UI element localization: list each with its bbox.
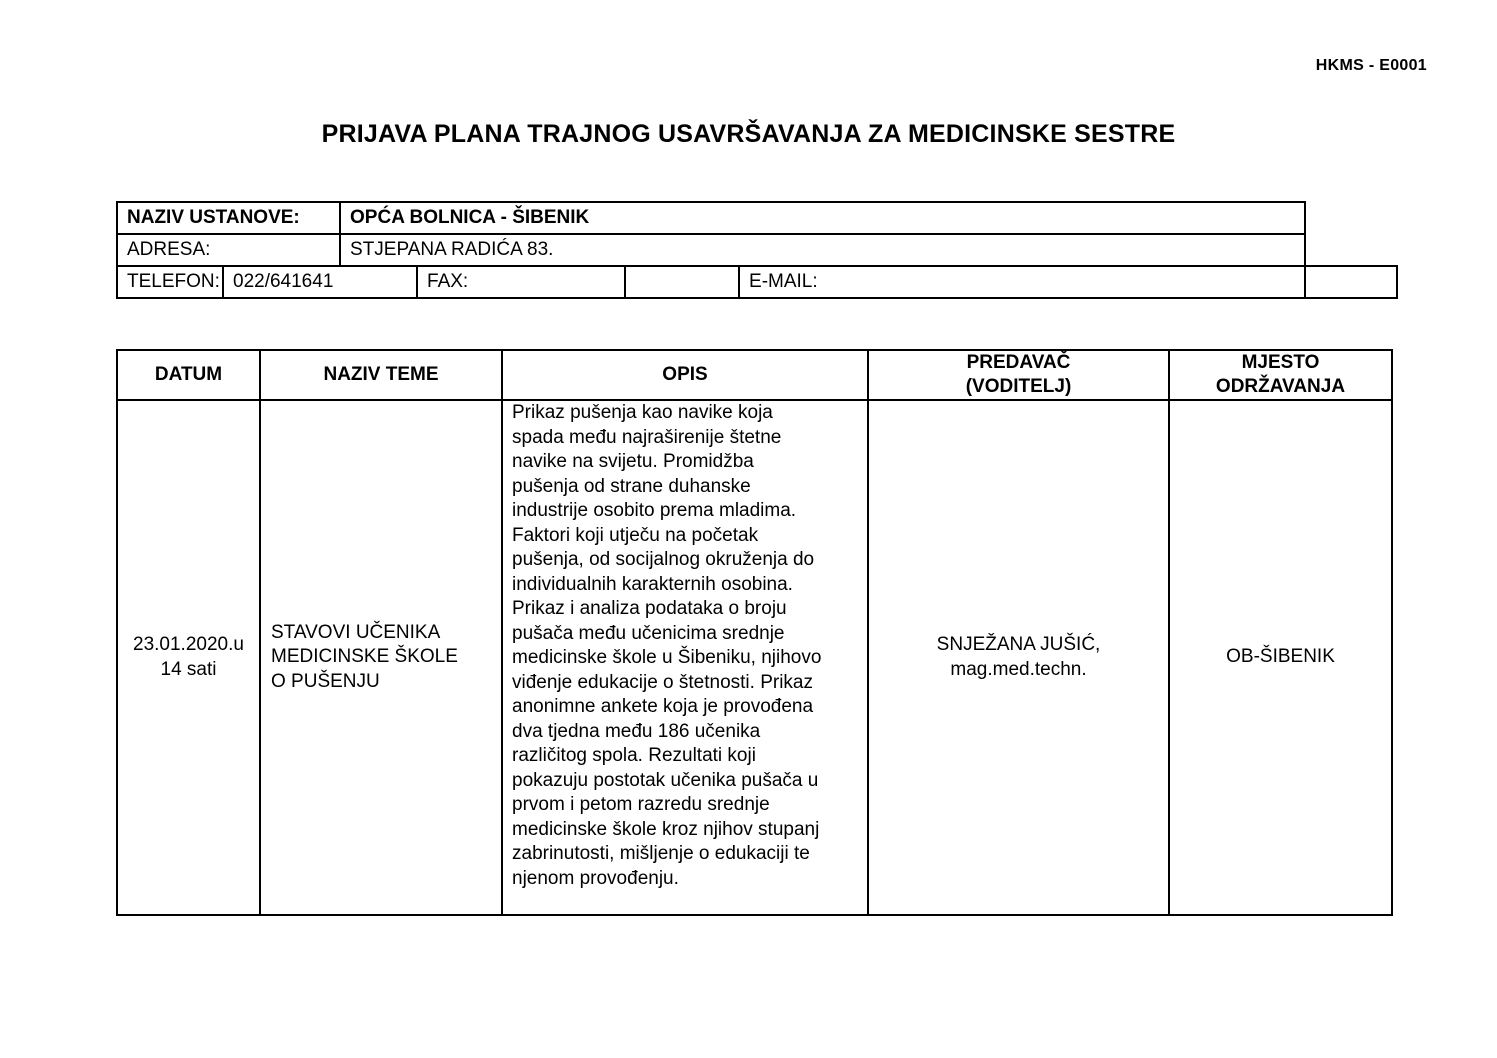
fax-label: FAX: <box>417 266 625 298</box>
phone-value: 022/641641 <box>223 266 417 298</box>
cell-lecturer <box>868 400 1169 915</box>
header-lecturer <box>868 350 1169 400</box>
header-place-line2: ODRŽAVANJA <box>1215 376 1346 397</box>
email-value <box>1305 266 1397 298</box>
header-date: DATUM <box>117 350 260 400</box>
description-line: Prikaz pušenja kao navike koja <box>512 402 773 423</box>
description-line: viđenje edukacije o štetnosti. Prikaz <box>512 671 813 693</box>
description-line: navike na svijetu. Promidžba <box>512 451 754 472</box>
institution-name-value: OPĆA BOLNICA - ŠIBENIK <box>340 202 1305 234</box>
description-line: dva tjedna među 186 učenika <box>512 720 761 742</box>
cell-description <box>502 400 868 915</box>
phone-label: TELEFON: <box>117 266 223 298</box>
description-line: pušenja, od socijalnog okruženja do <box>512 549 815 570</box>
email-label: E-MAIL: <box>739 266 1305 298</box>
institution-contact-row <box>117 266 1397 298</box>
topic-line: O PUŠENJU <box>271 670 380 692</box>
description-line: medicinske škole u Šibeniku, njihovo <box>512 647 822 668</box>
form-code: HKMS - E0001 <box>1315 57 1427 74</box>
table-row <box>117 400 1392 915</box>
cell-topic <box>260 400 502 915</box>
description-line: različitog spola. Rezultati koji <box>512 745 756 766</box>
description-line: Faktori koji utječu na početak <box>512 524 759 546</box>
description-line: medicinske škole kroz njihov stupanj <box>512 818 820 840</box>
description-line: Prikaz i analiza podataka o broju <box>512 598 787 619</box>
topic-line: STAVOVI UČENIKA <box>271 621 441 643</box>
lecturer-name: SNJEŽANA JUŠIĆ, <box>936 634 1101 655</box>
cell-date <box>117 400 260 915</box>
page-title: PRIJAVA PLANA TRAJNOG USAVRŠAVANJA ZA MEDICINSKE SESTRE <box>321 120 1176 148</box>
institution-name-label: NAZIV USTANOVE: <box>117 202 340 234</box>
description-line: pokazuju postotak učenika pušača u <box>512 769 819 791</box>
institution-info-table <box>116 201 1398 299</box>
description-line: pušenja od strane duhanske <box>512 475 751 497</box>
date-line1: 23.01.2020.u <box>133 634 244 655</box>
header-place-line1: MJESTO <box>1241 352 1320 373</box>
institution-name-row <box>117 202 1397 234</box>
lecturer-title: mag.med.techn. <box>950 658 1087 680</box>
header-lecturer-line1: PREDAVAČ <box>966 352 1071 373</box>
description-line: njenom provođenju. <box>512 867 679 889</box>
description-line: industrije osobito prema mladima. <box>512 500 797 521</box>
address-value: STJEPANA RADIĆA 83. <box>340 234 1305 266</box>
header-description: OPIS <box>502 350 868 400</box>
topic-line: MEDICINSKE ŠKOLE <box>271 646 458 668</box>
institution-address-row <box>117 234 1397 266</box>
header-place <box>1169 350 1392 400</box>
fax-value <box>625 266 739 298</box>
description-line: prvom i petom razredu srednje <box>512 794 770 815</box>
description-line: pušača među učenicima srednje <box>512 622 785 644</box>
description-line: anonimne ankete koja je provođena <box>512 696 814 717</box>
date-line2: 14 sati <box>160 658 217 680</box>
table-header-row <box>117 350 1392 400</box>
description-line: spada među najraširenije štetne <box>512 426 782 448</box>
education-plan-table <box>116 349 1393 916</box>
header-topic: NAZIV TEME <box>260 350 502 400</box>
description-line: individualnih karakternih osobina. <box>512 573 793 595</box>
header-lecturer-line2: (VODITELJ) <box>965 376 1072 397</box>
description-line: zabrinutosti, mišljenje o edukaciji te <box>512 843 810 864</box>
description-text <box>512 401 861 891</box>
cell-place: OB-ŠIBENIK <box>1169 400 1392 915</box>
address-label: ADRESA: <box>117 234 340 266</box>
